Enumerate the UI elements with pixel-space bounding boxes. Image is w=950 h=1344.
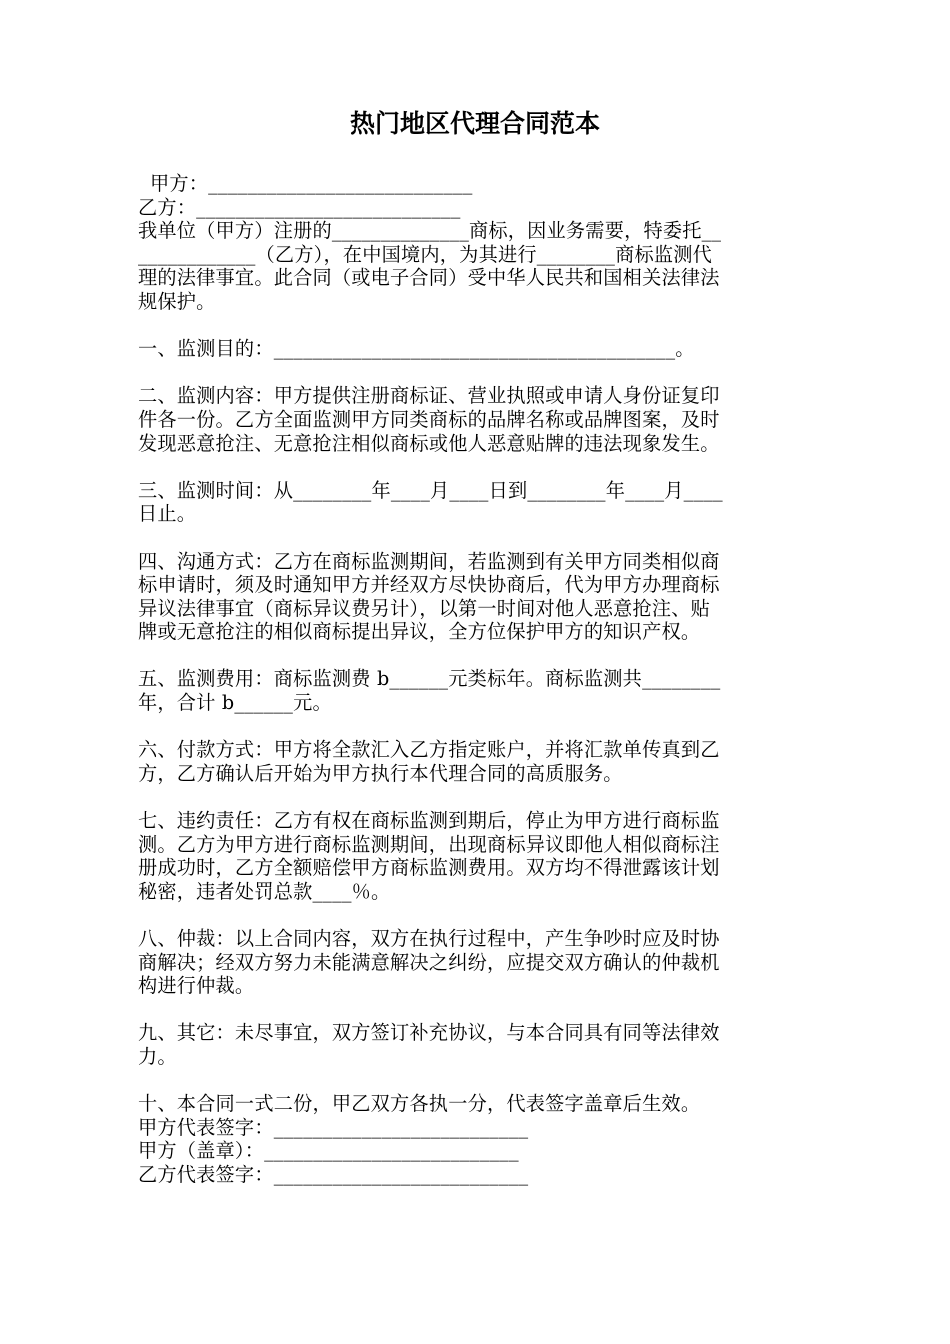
paragraph-line: 二、监测内容：甲方提供注册商标证、营业执照或申请人身份证复印 [138,384,720,408]
paragraph-line: 构进行仲裁。 [138,974,255,998]
section-arbitration [138,927,818,998]
section-liability [138,809,818,903]
paragraph-line: 件各一份。乙方全面监测甲方同类商标的品牌名称或品牌图案，及时 [138,407,720,431]
paragraph-line: 发现恶意抢注、无意抢注相似商标或他人恶意贴牌的违法现象发生。 [138,431,720,455]
section-copies [138,1092,818,1116]
paragraph-line: 年，合计 b______元。 [138,691,332,715]
paragraph-gap [138,715,818,739]
paragraph-line: 标申请时，须及时通知甲方并经双方尽快协商后，代为甲方办理商标 [138,573,720,597]
paragraph-gap [138,644,818,668]
signature-block [138,1116,818,1187]
paragraph-gap [138,526,818,550]
paragraph-line: 测。乙方为甲方进行商标监测期间，出现商标异议即他人相似商标注 [138,832,720,856]
paragraph-gap [138,1069,818,1093]
paragraph-line: 九、其它：未尽事宜，双方签订补充协议，与本合同具有同等法律效 [138,1021,720,1045]
paragraph-line: 我单位（甲方）注册的______________商标，因业务需要，特委托__ [138,219,722,243]
paragraph-line: 方，乙方确认后开始为甲方执行本代理合同的高质服务。 [138,761,623,785]
signature-line-party-b-rep: 乙方代表签字：__________________________ [138,1162,529,1186]
paragraph-gap [138,785,818,809]
paragraph-line: 一、监测目的：_________________________________________。 [138,337,695,361]
section-time [138,479,818,526]
paragraph-line: 规保护。 [138,289,216,313]
paragraph-line: 日止。 [138,502,197,526]
paragraph-line: 异议法律事宜（商标异议费另计），以第一时间对他人恶意抢注、贴 [138,596,711,620]
document-body [138,172,818,1187]
signature-line-party-a-seal: 甲方（盖章）：__________________________ [138,1139,519,1163]
paragraph-line: 七、违约责任：乙方有权在商标监测到期后，停止为甲方进行商标监 [138,809,720,833]
intro-paragraph [138,219,818,313]
paragraph-gap [138,903,818,927]
document-title: 热门地区代理合同范本 [349,109,600,138]
paragraph-line: 十、本合同一式二份，甲乙双方各执一分，代表签字盖章后生效。 [138,1092,701,1116]
paragraph-line: 册成功时，乙方全额赔偿甲方商标监测费用。双方均不得泄露该计划 [138,856,720,880]
paragraph-line: 五、监测费用：商标监测费 b______元类标年。商标监测共________ [138,667,721,691]
paragraph-gap [138,455,818,479]
paragraph-line: 商解决；经双方努力未能满意解决之纠纷，应提交双方确认的仲裁机 [138,950,720,974]
paragraph-line: 四、沟通方式：乙方在商标监测期间，若监测到有关甲方同类相似商 [138,549,720,573]
party-b-line: 乙方：___________________________ [138,195,461,219]
section-purpose [138,337,818,361]
section-payment [138,738,818,785]
paragraph-gap [138,314,818,338]
paragraph-line: ____________（乙方），在中国境内，为其进行________商标监测代 [138,242,713,266]
party-a-line: 甲方：___________________________ [150,172,473,195]
paragraph-gap [138,361,818,385]
section-fees [138,667,818,714]
paragraph-line: 力。 [138,1044,177,1068]
paragraph-gap [138,998,818,1022]
paragraph-line: 秘密，违者处罚总款____％。 [138,879,391,903]
paragraph-line: 三、监测时间：从________年____月____日到________年____月____ [138,478,723,502]
section-communication [138,550,818,644]
paragraph-line: 理的法律事宜。此合同（或电子合同）受中华人民共和国相关法律法 [138,266,720,290]
paragraph-line: 八、仲裁：以上合同内容，双方在执行过程中，产生争吵时应及时协 [138,927,720,950]
section-content [138,384,818,455]
paragraph-line: 牌或无意抢注的相似商标提出异议，全方位保护甲方的知识产权。 [138,620,701,644]
section-other [138,1021,818,1068]
signature-line-party-a-rep: 甲方代表签字：__________________________ [138,1115,529,1139]
paragraph-line: 六、付款方式：甲方将全款汇入乙方指定账户，并将汇款单传真到乙 [138,738,720,762]
